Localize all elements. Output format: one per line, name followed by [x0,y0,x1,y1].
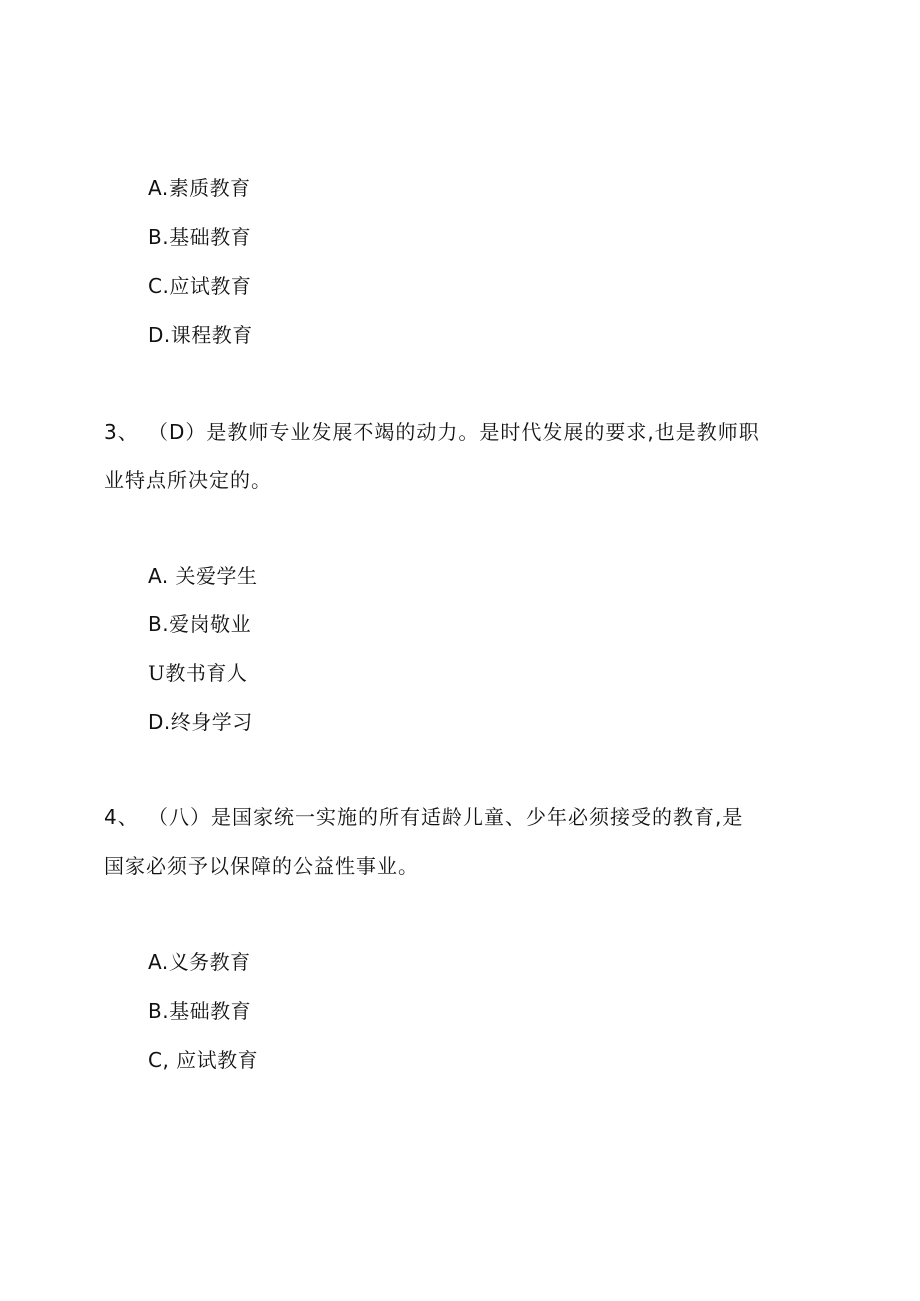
option-c: U教书育人 [148,661,248,685]
option-c: C, 应试教育 [148,1048,259,1072]
question-3-number: 3、 [104,420,139,444]
option-b: B.基础教育 [148,999,252,1023]
option-a: A.素质教育 [148,176,251,200]
option-b: B.基础教育 [148,225,252,249]
question-3-stem-line1 [104,419,760,445]
question-4-text: （八）是国家统一实施的所有适龄儿童、少年必须接受的教育,是 [148,805,744,829]
question-4-number: 4、 [104,805,139,829]
option-d: D.终身学习 [148,710,253,734]
option-d: D.课程教育 [148,323,253,347]
option-a: A. 关爱学生 [148,564,258,588]
question-4-stem-line1 [104,804,743,830]
question-4-stem-line2: 国家必须予以保障的公益性事业。 [104,854,419,878]
option-c: C.应试教育 [148,274,252,298]
question-3-text: （D）是教师专业发展不竭的动力。是时代发展的要求,也是教师职 [148,420,760,444]
option-b: B.爱岗敬业 [148,612,252,636]
option-a: A.义务教育 [148,950,251,974]
question-3-stem-line2: 业特点所决定的。 [104,468,272,492]
